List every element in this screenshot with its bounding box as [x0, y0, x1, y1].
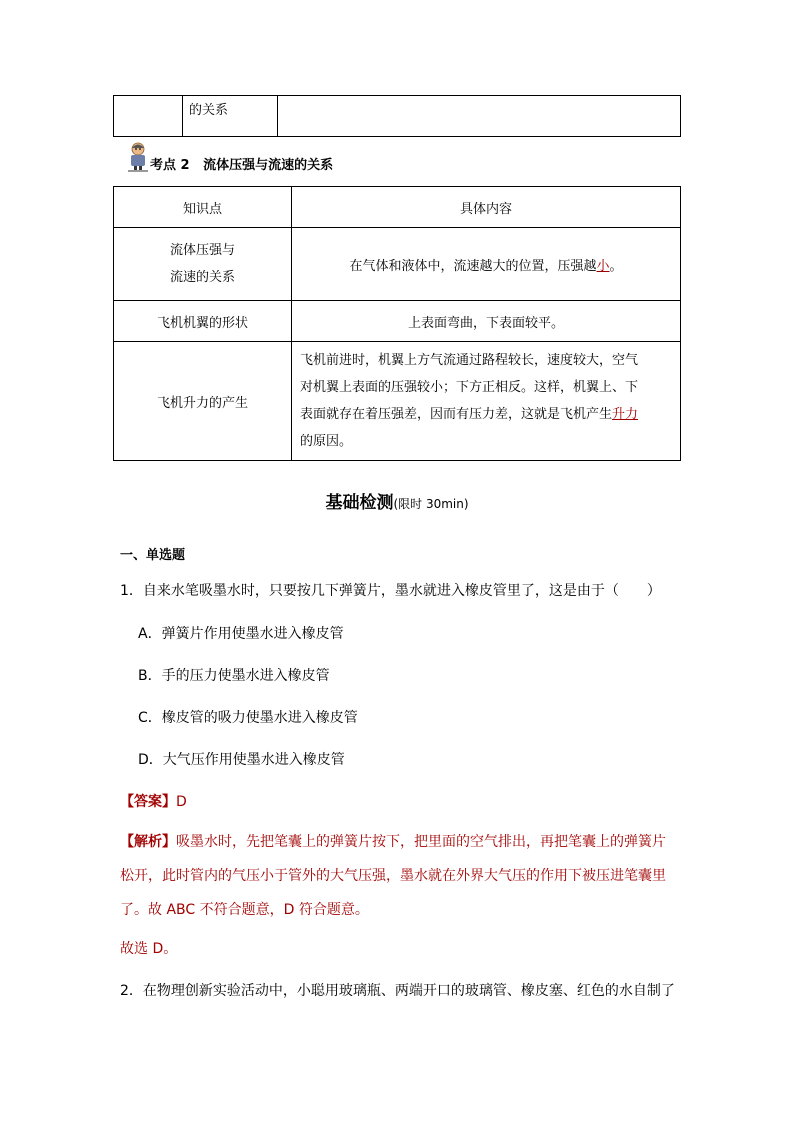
knowledge-table [113, 186, 681, 461]
answer [120, 791, 187, 811]
teacher-icon [128, 142, 148, 172]
content-line: 飞机前进时，机翼上方气流通过路程较长，速度较大，空气 [300, 353, 639, 368]
section-name: 流体压强与流速的关系 [203, 158, 334, 173]
answer-blank: 小 [596, 258, 610, 274]
analysis-line: 了。故 ABC 不符合题意，D 符合题意。 [120, 902, 369, 918]
section-title [150, 154, 333, 173]
point-cell [114, 228, 292, 301]
content-cell [292, 342, 681, 461]
content-line: 的原因。 [300, 434, 353, 449]
option-a: A．弹簧片作用使墨水进入橡皮管 [138, 626, 344, 642]
analysis-line: 松开，此时管内的气压小于管外的大气压强，墨水就在外界大气压的作用下被压进笔囊里 [120, 868, 666, 884]
answer-value: D [176, 794, 187, 810]
section-label: 考点 2 [150, 158, 190, 173]
question-stem: 1．自来水笔吸墨水时，只要按几下弹簧片，墨水就进入橡皮管里了，这是由于（ ） [120, 583, 661, 599]
question-stem: 2．在物理创新实验活动中，小聪用玻璃瓶、两端开口的玻璃管、橡皮塞、红色的水自制了 [120, 983, 675, 999]
point-line: 流速的关系 [169, 270, 235, 285]
prev-table-cell: 的关系 [183, 96, 278, 137]
analysis-line: 吸墨水时，先把笔囊上的弹簧片按下，把里面的空气排出，再把笔囊上的弹簧片 [176, 834, 666, 850]
content-text: 在气体和液体中，流速越大的位置，压强越 [349, 258, 597, 274]
time-limit: (限时 30min) [393, 497, 469, 511]
option-c: C．橡皮管的吸力使墨水进入橡皮管 [138, 710, 358, 726]
part-heading: 一、单选题 [120, 548, 186, 563]
point-cell: 飞机升力的产生 [114, 342, 292, 461]
table-row [114, 342, 681, 461]
test-section-title [0, 488, 794, 513]
prev-table-tail [113, 95, 681, 137]
answer-label: 【答案】 [120, 794, 176, 810]
analysis-label: 【解析】 [120, 834, 176, 850]
content-cell [292, 228, 681, 301]
test-title: 基础检测 [325, 493, 394, 513]
table-row [114, 228, 681, 301]
content-cell: 上表面弯曲，下表面较平。 [292, 301, 681, 342]
content-text: 。 [609, 258, 623, 274]
point-line: 流体压强与 [169, 243, 235, 258]
table-row [114, 301, 681, 342]
prev-table-cell-empty [114, 96, 183, 137]
table-header-row [114, 187, 681, 228]
answer-blank: 升力 [612, 407, 639, 422]
prev-table-cell-empty [278, 96, 681, 137]
option-b: B．手的压力使墨水进入橡皮管 [138, 668, 330, 684]
section-header [128, 142, 528, 174]
option-d: D．大气压作用使墨水进入橡皮管 [138, 752, 345, 768]
content-text: 表面就存在着压强差，因而有压力差，这就是飞机产生 [300, 407, 613, 422]
analysis [120, 827, 680, 926]
content-line: 对机翼上表面的压强较小；下方正相反。这样，机翼上、下 [300, 380, 639, 395]
header-knowledge-point: 知识点 [114, 187, 292, 228]
conclusion: 故选 D。 [120, 941, 178, 957]
header-content: 具体内容 [292, 187, 681, 228]
point-cell: 飞机机翼的形状 [114, 301, 292, 342]
